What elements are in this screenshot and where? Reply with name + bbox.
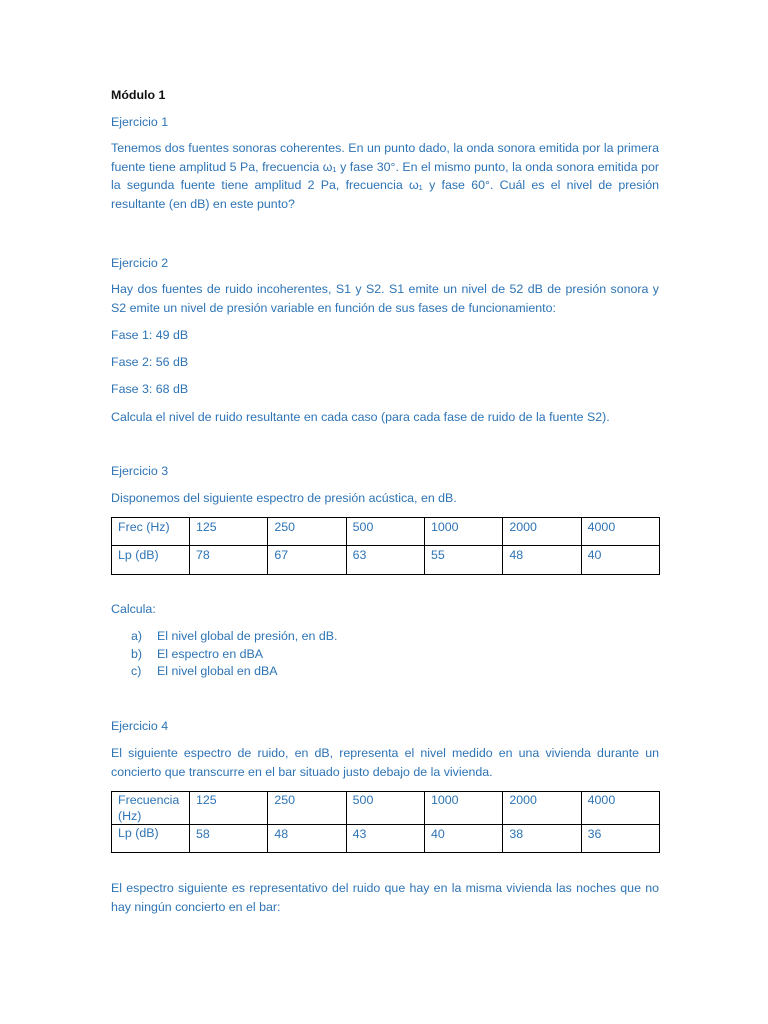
phase-2: Fase 2: 56 dB — [111, 355, 189, 369]
exercise-2-title: Ejercicio 2 — [111, 256, 169, 270]
table-cell: Frec (Hz) — [112, 518, 190, 546]
table-cell: 500 — [346, 518, 424, 546]
table-row — [112, 792, 660, 825]
table-cell: Lp (dB) — [112, 546, 190, 575]
table-cell: 4000 — [581, 518, 659, 546]
calc-list — [111, 628, 337, 681]
table-cell: 500 — [346, 792, 424, 825]
list-marker: b) — [131, 646, 143, 661]
table-cell: 40 — [424, 825, 502, 853]
list-item-text: El nivel global en dBA — [157, 664, 278, 678]
table-cell: 55 — [424, 546, 502, 575]
table-cell: 125 — [190, 518, 268, 546]
table-row — [112, 825, 660, 853]
list-item — [111, 663, 337, 681]
table-cell: 67 — [268, 546, 346, 575]
module-title: Módulo 1 — [111, 88, 166, 102]
exercise-2-text: Hay dos fuentes de ruido incoherentes, S1 y S2. S1 emite un nivel de 52 dB de presión sonora y S2 emite un nivel de presión variable en función de sus fases de funcionamiento: — [111, 282, 659, 315]
exercise-2-question: Calcula el nivel de ruido resultante en cada caso (para cada fase de ruido de la fuente S2). — [111, 410, 610, 424]
table-cell: 250 — [268, 518, 346, 546]
exercise-4-text-2: El espectro siguiente es representativo del ruido que hay en la misma vivienda las noches que no hay ningún concierto en el bar: — [111, 881, 659, 914]
list-item — [111, 628, 337, 646]
exercise-3-title: Ejercicio 3 — [111, 464, 169, 478]
table-cell: 125 — [190, 792, 268, 825]
table-cell: 48 — [503, 546, 581, 575]
document-page — [111, 0, 659, 1024]
table-cell: 36 — [581, 825, 659, 853]
table-cell: 38 — [503, 825, 581, 853]
table-cell: 2000 — [503, 792, 581, 825]
table-cell: 2000 — [503, 518, 581, 546]
spectrum-table-ex3 — [111, 517, 660, 575]
list-marker: a) — [131, 629, 143, 643]
list-item-text: El espectro en dBA — [157, 646, 264, 661]
table-cell: 1000 — [424, 792, 502, 825]
table-row — [112, 546, 660, 575]
exercise-4-text: El siguiente espectro de ruido, en dB, representa el nivel medido en una vivienda durante un concierto que transcurre en el bar situado justo debajo de la vivienda. — [111, 746, 659, 779]
table-cell: Frecuencia (Hz) — [112, 792, 190, 825]
calc-label: Calcula: — [111, 602, 156, 616]
table-cell: 250 — [268, 792, 346, 825]
table-cell: 4000 — [581, 792, 659, 825]
exercise-1-title: Ejercicio 1 — [111, 115, 169, 129]
phase-1: Fase 1: 49 dB — [111, 328, 189, 342]
table-cell: 1000 — [424, 518, 502, 546]
list-item — [111, 646, 337, 664]
table-cell: 48 — [268, 825, 346, 853]
exercise-3-intro: Disponemos del siguiente espectro de presión acústica, en dB. — [111, 491, 457, 505]
list-item-text: El nivel global de presión, en dB. — [157, 629, 338, 643]
table-cell: 40 — [581, 546, 659, 575]
exercise-1-text: Tenemos dos fuentes sonoras coherentes. En un punto dado, la onda sonora emitida por la primera fuente tiene amplitud 5 Pa, frecuencia ω₁ y fase 30°. En el mismo punto, la onda sonora emitida por la segunda fuente tiene amplitud 2 Pa, frecuencia ω₁ y fase 60°. Cuál es el nivel de presión resultante (en dB) en este punto? — [111, 141, 659, 211]
table-cell: 43 — [346, 825, 424, 853]
exercise-4-title: Ejercicio 4 — [111, 719, 169, 733]
table-cell: Lp (dB) — [112, 825, 190, 853]
phase-3: Fase 3: 68 dB — [111, 382, 189, 396]
list-marker: c) — [131, 664, 142, 678]
table-cell: 78 — [190, 546, 268, 575]
table-cell: 63 — [346, 546, 424, 575]
table-cell: 58 — [190, 825, 268, 853]
table-row — [112, 518, 660, 546]
spectrum-table-ex4 — [111, 791, 660, 853]
